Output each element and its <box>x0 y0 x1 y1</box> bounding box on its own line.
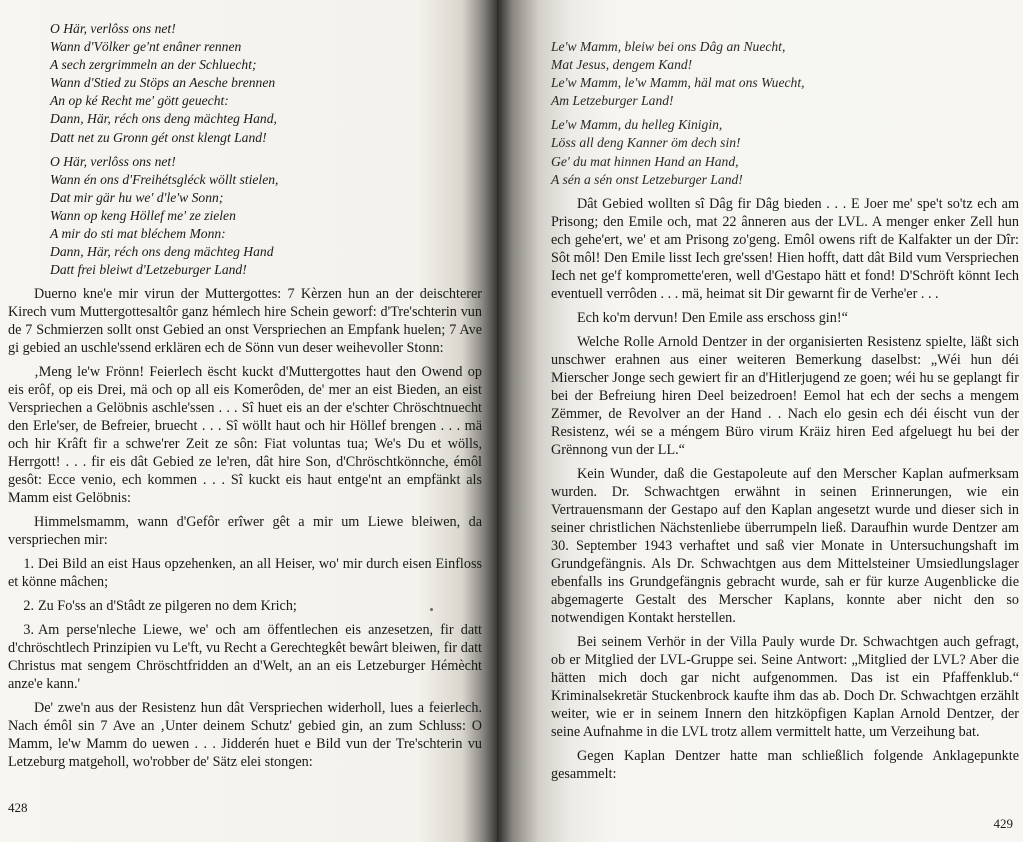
poem-line: A mir do sti mat bléchem Monn: <box>50 226 226 242</box>
poem-line: Le'w Mamm, bleiw bei ons Dâg an Nuecht, <box>551 39 786 54</box>
list-text: Zu Fo'ss an d'Stâdt ze pilgeren no dem Krich; <box>38 598 297 615</box>
poem-line: O Här, verlôss ons net! <box>50 153 176 169</box>
poem-line: Löss all deng Kanner öm dech sin! <box>551 135 741 151</box>
body-paragraph: Gegen Kaplan Dentzer hatte man schließlich folgende Anklagepunkte gesammelt: <box>551 747 1019 782</box>
poem-line: Wann d'Stied zu Stöps an Aesche brennen <box>50 75 276 91</box>
body-paragraph: Bei seinem Verhör in der Villa Pauly wurde Dr. Schwachtgen auch gefragt, ob er Mitglied der LVL-Gruppe sei. Seine Antwort: „Mitglied der LVL? Aber die hätten mich doch gar nicht aufgenommen. Das ist ein Pfaffenklub.“ Kriminalsekretär Stuckenbrock kaufte ihm das ab. Doch Dr. Schwachtgen erzählt weiter, wie er in seinem Innern den hitzköpfigen Kaplan Arnold Dentzer, der seine Aufnahme in die LVL trotz allem vermittelt hatte, um Verzeihung bat. <box>551 633 1019 740</box>
body-paragraph: Dât Gebied wollten sî Dâg fir Dâg bieden . . . E Joer me' spe't so'tz ech am Prisong; den Emile och, mat 22 ânneren aus der LVL. A menger enker Zell hun ech gehe'ert, we' et am Prisong zo'geng. Emôl owens rift de Kalfakter un der Dîr: Sôt môl! Den Emile lisst Iech gre'ssen! Hien hofft, datt dât Bild vum Verspriechen Iech net ge'f kompromette'eren, well d'Gestapo hätt et fond! D'Schröft könnt Iech eventuell verrôden . . . mä, heimat sit Dir gewarnt fir de Verhe'er . . . <box>551 195 1019 302</box>
poem-line: Dann, Här, réch ons deng mächteg Hand, <box>50 111 277 127</box>
poem-line: Mat Jesus, dengem Kand! <box>551 57 693 73</box>
list-text: Dei Bild an eist Haus opzehenken, an all Heiser, wo' mir durch eisen Einfloss et könne mâchen; <box>8 556 482 591</box>
body-paragraph: Welche Rolle Arnold Dentzer in der organisierten Resistenz spielte, läßt sich unschwer erahnen aus einer weiteren Bemerkung daselbst: „Wéi hun déi Mierscher Jonge sech gewiert fir an d'Hitlerjugend ze goen; wéi hu se geplangt fir bei der Befreiung hiren Deel beizedroen! Eemol hat ech der sechs a mengem Zëmmer, de Revolver an der Hand . . Nach elo gesin ech déi éischt vun der Resistenz, wéi se a méngem Büro virum Kräiz hiren Eed afgeluegt hu bei der Grënnong vun der LL.“ <box>551 333 1019 458</box>
body-paragraph: Himmelsmamm, wann d'Gefôr erîwer gêt a mir um Liewe bleiwen, da verspriechen mir: <box>8 514 482 549</box>
poem-line: An op ké Recht me' gött geuecht: <box>50 93 229 109</box>
list-item <box>8 555 482 591</box>
page-number: 428 <box>8 800 28 815</box>
body-paragraph: Ech ko'm dervun! Den Emile ass erschoss gin!“ <box>577 309 848 326</box>
print-speck <box>430 608 433 611</box>
poem-line: Am Letzeburger Land! <box>551 93 674 109</box>
list-text: Am perse'nleche Liewe, we' och am öffentlechen eis anzesetzen, fir datt d'chröschtlech Prinzipien vu Le'ft, vu Recht a Gerechtegkêt bewârt bleiwen, fir datt Christus mat sengem Chröschtfridden an d'Welt, an an eis Letzeburger Hémècht anze'e kann.' <box>8 622 482 693</box>
list-number: 2. <box>23 598 34 615</box>
poem-line: Dann, Här, réch ons deng mächteg Hand <box>50 244 274 260</box>
right-page <box>497 0 1023 842</box>
poem-stanza <box>50 153 482 280</box>
poem-line: Wann én ons d'Freihétsgléck wöllt stielen, <box>50 171 279 187</box>
list-item <box>8 621 482 693</box>
body-paragraph: ‚Meng le'w Frönn! Feierlech ëscht kuckt d'Muttergottes haut den Owend op eis erôf, op eis Drei, mä och op all eis Komerôden, de' mer an eist Bieden, an eist Verspriechen a Gelöbnis aschle'ssen . . . Sî huet eis an der e'schter Chröschtnuecht den Erle'ser, de Befreier, bruecht . . . Sî wöllt haut och hir Höllef brengen . . . mä och hir Krâft fir a schwe'rer Zeit ze sôn: Fiat voluntas tua; We's Du et wölls, Herrgott! . . . fir eis dât Gebied ze le'ren, dât hire Son, d'Chröschtkönnche, émôl gesôt: Ecce venio, ech kommen . . . Sî kuckt eis haut entge'nt an empfänkt als Mamm eist Gelöbnis: <box>8 364 482 507</box>
poem-line: Wann d'Völker ge'nt enâner rennen <box>50 39 242 55</box>
poem-stanza <box>50 20 482 147</box>
left-poem <box>8 20 482 279</box>
poem-stanza <box>551 38 1019 110</box>
poem-line: A sech zergrimmeln an der Schluecht; <box>50 57 257 73</box>
poem-line: Datt frei bleiwt d'Letzeburger Land! <box>50 262 247 278</box>
poem-line: Le'w Mamm, le'w Mamm, häl mat ons Wuecht, <box>551 75 805 91</box>
list-item <box>8 597 482 615</box>
list-number: 3. <box>23 622 34 639</box>
poem-line: Datt net zu Gronn gét onst klengt Land! <box>50 129 267 145</box>
body-paragraph: De' zwe'n aus der Resistenz hun dât Verspriechen widerholl, lues a feierlech. Nach émôl sin 7 Ave an ‚Unter deinem Schutz' gebied gin, an zum Schluss: O Mamm, le'w Mamm do uewen . . . Jidderén huet e Bild vun der Tre'schterin vu Letzeburg matgeholl, wo'robber de' Sätz elei stongen: <box>8 700 482 771</box>
list-number: 1. <box>23 556 34 573</box>
poem-line: O Här, verlôss ons net! <box>50 21 176 36</box>
poem-line: Le'w Mamm, du helleg Kinigin, <box>551 117 723 133</box>
poem-line: A sén a sén onst Letzeburger Land! <box>551 171 743 187</box>
page-number: 429 <box>993 816 1013 831</box>
right-poem <box>551 38 1019 189</box>
right-page-text <box>551 38 1019 789</box>
left-page <box>0 0 497 842</box>
body-paragraph: Duerno kne'e mir virun der Muttergottes: 7 Kèrzen hun an der deischterer Kirech vum Muttergottesaltôr ganz hémlech hire Schein geworf: d'Tre'schterin vun de 7 Schmierzen sollt onst Gebied an onst Verspriechen an Empfank huelen; 7 Ave gi gebied an uschle'ssend erklären ech de Sönn vun deser weihevoller Stonn: <box>8 286 482 357</box>
left-page-text <box>8 20 482 777</box>
poem-line: Dat mir gär hu we' d'le'w Sonn; <box>50 189 224 205</box>
poem-line: Wann op keng Höllef me' ze zielen <box>50 207 236 223</box>
body-paragraph: Kein Wunder, daß die Gestapoleute auf den Merscher Kaplan aufmerksam wurden. Dr. Schwachtgen erwähnt in seinen Erinnerungen, wie ein Vertrauensmann der Gestapo auf den Kaplan angesetzt wurde und dieser sich in seiner christlichen Nächstenliebe überrumpeln ließ. Daraufhin wurde Dentzer am 30. September 1943 verhaftet und saß vier Monate in Untersuchungshaft im Grundgefängnis. Als Dr. Schwachtgen aus dem Mittelsteiner Umsiedlungslager ebenfalls ins Grundgefängnis gebracht wurde, sah er für kurze Augenblicke die abgemagerte Gestalt des Merscher Kaplans, konnte aber nicht den so notwendigen Kontakt herstellen. <box>551 465 1019 626</box>
poem-stanza <box>551 116 1019 188</box>
poem-line: Ge' du mat hinnen Hand an Hand, <box>551 153 739 169</box>
